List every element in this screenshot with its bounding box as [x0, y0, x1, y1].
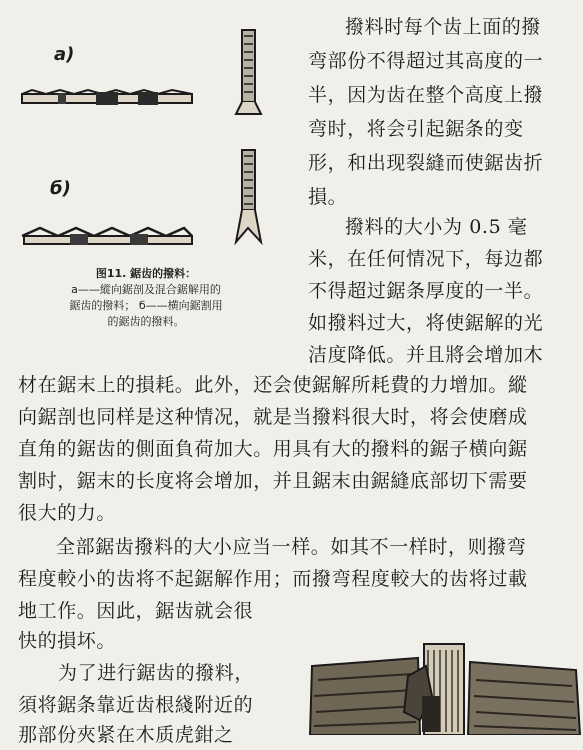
- body-text-line: 那部份夾紧在木质虎鉗之: [18, 724, 234, 746]
- body-text-line: 弯时，将会引起鋸条的变: [308, 118, 524, 140]
- body-text-line: 地工作。因此，鋸齿就会很: [18, 600, 254, 622]
- body-text-line: 米，在任何情况下，每边都: [308, 248, 544, 270]
- body-text-line: 材在鋸末上的損耗。此外，还会使鋸解所耗費的力增加。縱: [18, 374, 528, 396]
- saw-in-vise-illustration: [300, 636, 583, 735]
- body-text-line: 洁度降低。并且將会增加木: [308, 344, 544, 366]
- figure-caption: [10, 266, 282, 330]
- body-text-line: 程度較小的齿将不起鋸解作用；而撥弯程度較大的齿将过載: [18, 568, 528, 590]
- tooth-b-end-view: [236, 150, 261, 242]
- caption-line: 鋸齿的撥料； б——横向鋸割用: [69, 299, 223, 312]
- tooth-a-end-view: [236, 30, 261, 114]
- caption-title: 图11. 鋸齿的撥料：: [95, 267, 197, 280]
- saw-tooth-set-illustration: [10, 10, 282, 266]
- body-text-line: 半，因为齿在整个高度上撥: [308, 84, 544, 106]
- body-text-line: 全部鋸齿撥料的大小应当一样。如其不一样时，则撥弯: [56, 536, 527, 558]
- figure-label-a: a): [54, 44, 75, 65]
- caption-line: a——縱向鋸剖及混合鋸解用的: [71, 283, 221, 296]
- body-text-line: 弯部份不得超过其高度的一: [308, 50, 544, 72]
- body-text-line: 向鋸剖也同样是这种情况，就是当撥料很大时，将会使磨成: [18, 406, 528, 428]
- body-text-line: 快的損坏。: [18, 630, 117, 652]
- body-text-line: 損。: [308, 186, 348, 208]
- figure-label-b: б): [50, 178, 71, 199]
- body-text-line: 割时，鋸末的长度将会增加，并且鋸末由鋸縫底部切下需要: [18, 470, 528, 492]
- body-text-line: 如撥料过大，将使鋸解的光: [308, 312, 544, 334]
- body-text-line: 很大的力。: [18, 502, 117, 524]
- body-text-line: 直角的鋸齿的側面負荷加大。用具有大的撥料的鋸子横向鋸: [18, 438, 528, 460]
- body-text-line: 为了进行鋸齿的撥料，: [58, 662, 255, 684]
- body-text-line: 撥料时每个齿上面的撥: [345, 16, 542, 38]
- body-text-line: 形，和出现裂縫而使鋸齿折: [308, 152, 544, 174]
- blade-a-side-view: [22, 90, 192, 105]
- body-text-line: 撥料的大小为 0.5 毫: [345, 216, 528, 238]
- body-text-line: 須将鋸条靠近齿根綫附近的: [18, 694, 254, 716]
- figure-saw-tooth-set: [10, 10, 282, 360]
- caption-line: 的鋸齿的撥料。: [107, 315, 185, 328]
- blade-b-side-view: [22, 228, 192, 245]
- body-text-line: 不得超过鋸条厚度的一半。: [308, 280, 544, 302]
